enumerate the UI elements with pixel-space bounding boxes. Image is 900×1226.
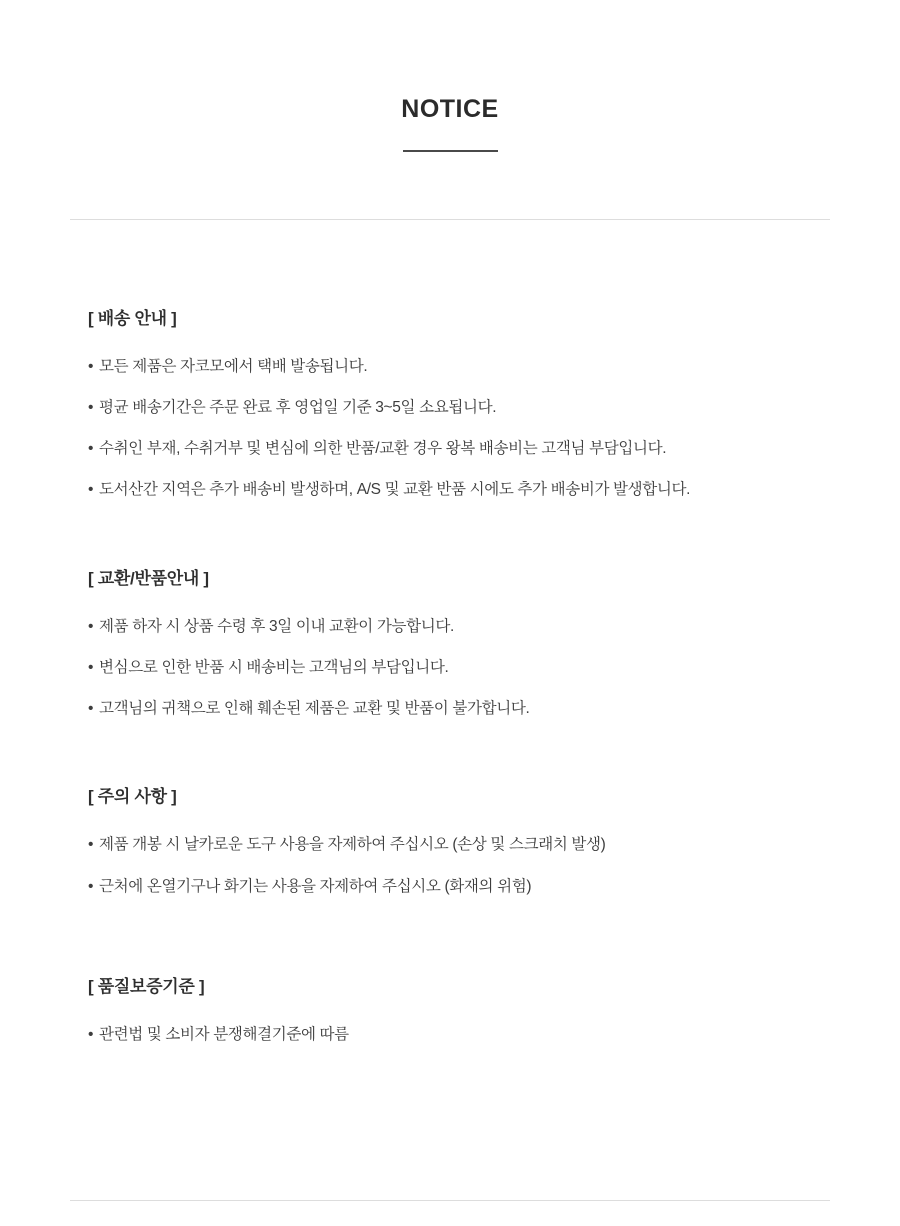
bullet-icon: • xyxy=(88,481,94,499)
list-item xyxy=(70,656,830,679)
section-heading: [ 배송 안내 ] xyxy=(88,308,177,328)
list-item-text: 평균 배송기간은 주문 완료 후 영업일 기준 3~5일 소요됩니다. xyxy=(99,398,497,416)
list-item xyxy=(70,615,830,638)
list-item-text: 도서산간 지역은 추가 배송비 발생하며, A/S 및 교환 반품 시에도 추가 배송비가 발생합니다. xyxy=(99,481,691,499)
list-item xyxy=(70,355,830,378)
title-underline xyxy=(403,150,498,152)
page-title: NOTICE xyxy=(401,95,499,123)
list-item-text: 모든 제품은 자코모에서 택배 발송됩니다. xyxy=(99,357,368,375)
bottom-divider xyxy=(70,1200,830,1201)
section-exchange-return xyxy=(70,564,830,721)
bullet-icon: • xyxy=(88,836,94,854)
notice-content xyxy=(70,220,830,1047)
section-list xyxy=(70,833,830,898)
list-item-text: 수취인 부재, 수취거부 및 변심에 의한 반품/교환 경우 왕복 배송비는 고객님 부담입니다. xyxy=(99,440,667,457)
section-delivery xyxy=(70,304,830,502)
list-item xyxy=(70,478,830,501)
list-item-text: 제품 하자 시 상품 수령 후 3일 이내 교환이 가능합니다. xyxy=(99,617,454,635)
list-item xyxy=(70,875,830,898)
bullet-icon: • xyxy=(88,877,94,895)
list-item xyxy=(70,697,830,720)
bullet-icon: • xyxy=(88,398,94,416)
list-item-text: 고객님의 귀책으로 인해 훼손된 제품은 교환 및 반품이 불가합니다. xyxy=(99,700,530,717)
bullet-icon: • xyxy=(88,700,94,717)
bullet-icon: • xyxy=(88,617,94,635)
section-spacer xyxy=(70,764,830,782)
list-item xyxy=(70,396,830,419)
section-heading: [ 품질보증기준 ] xyxy=(88,976,205,996)
list-item-text: 제품 개봉 시 날카로운 도구 사용을 자제하여 주십시오 (손상 및 스크래치 발생) xyxy=(99,836,606,854)
section-spacer xyxy=(70,546,830,564)
list-item-text: 근처에 온열기구나 화기는 사용을 자제하여 주십시오 (화재의 위험) xyxy=(99,877,532,895)
section-list xyxy=(70,355,830,502)
list-item-text: 변심으로 인한 반품 시 배송비는 고객님의 부담입니다. xyxy=(99,658,449,676)
section-precautions xyxy=(70,782,830,898)
bullet-icon: • xyxy=(88,658,94,676)
section-list xyxy=(70,1023,830,1046)
section-heading: [ 주의 사항 ] xyxy=(88,787,177,807)
bullet-icon: • xyxy=(88,440,94,457)
section-list xyxy=(70,615,830,721)
section-spacer xyxy=(70,942,830,972)
section-heading: [ 교환/반품안내 ] xyxy=(88,568,209,588)
bullet-icon: • xyxy=(88,1025,94,1043)
list-item xyxy=(70,833,830,856)
bullet-icon: • xyxy=(88,357,94,375)
list-item xyxy=(70,1023,830,1046)
section-quality-warranty xyxy=(70,972,830,1046)
list-item-text: 관련법 및 소비자 분쟁해결기준에 따름 xyxy=(99,1025,349,1043)
list-item xyxy=(70,437,830,460)
